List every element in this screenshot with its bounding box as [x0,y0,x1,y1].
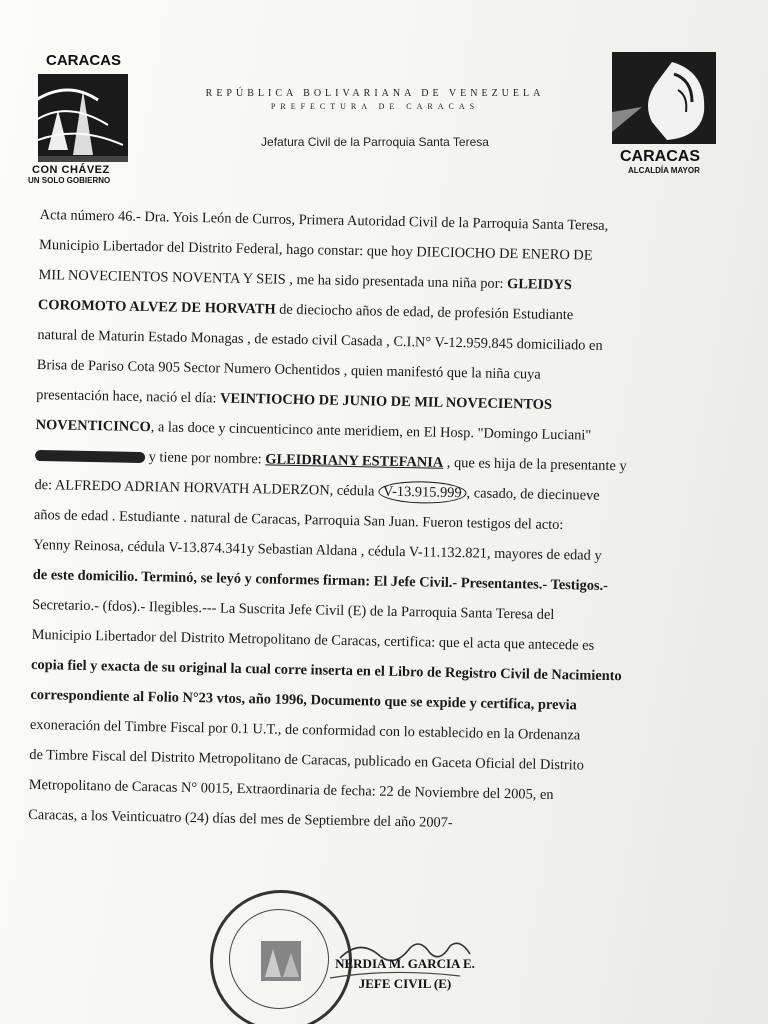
body-text-segment: , que es hija de la presentante y [443,454,627,475]
signer-name: NERDIA M. GARCIA E. [335,956,475,971]
child-name: GLEIDRIANY ESTEFANIA [265,451,444,471]
body-line: Brisa de Pariso Cota 905 Sector Numero Ochentidos , quien manifestó que la niña cuya [36,356,541,383]
signer-title: JEFE CIVIL (E) [358,976,452,991]
body-line: Caracas, a los Veinticuatro (24) días del mes de Septiembre del año 2007- [28,806,453,832]
mother-first-name: GLEIDYS [506,275,573,294]
body-line: Secretario.- (fdos).- Ilegibles.--- La Suscrita Jefe Civil (E) de la Parroquia Santa Teresa del [32,596,555,623]
body-text-segment: de: ALFREDO ADRIAN HORVATH ALDERZON, cédula [34,476,379,500]
mother-surname: COROMOTO ALVEZ DE HORVATH [37,296,276,318]
body-line: de Timbre Fiscal del Distrito Metropolitano de Caracas, publicado en Gaceta Oficial del Distrito [29,746,585,774]
body-text-segment: , a las doce y cincuenticinco ante meridiem, en El Hosp. "Domingo Luciani" [150,419,592,444]
birth-year: NOVENTICINCO [35,416,151,436]
body-line: años de edad . Estudiante . natural de Caracas, Parroquia San Juan. Fueron testigos del acto: [33,506,564,534]
logo-right-title: CARACAS [620,148,700,165]
logo-right-subtitle: ALCALDÍA MAYOR [628,166,700,175]
body-line: correspondiente al Folio N°23 vtos, año 1996, Documento que se expide y certifica, previa [30,686,577,714]
body-line: natural de Maturin Estado Monagas , de estado civil Casada , C.I.N° V-12.959.845 domiciliado en [37,326,603,354]
redaction-mark [35,450,145,463]
birth-date: VEINTIOCHO DE JUNIO DE MIL NOVECIENTOS [219,390,553,413]
header-prefecture: PREFECTURA DE CARACAS [270,102,480,111]
header-republic: REPÚBLICA BOLIVARIANA DE VENEZUELA [205,88,545,99]
header-office: Jefatura Civil de la Parroquia Santa Teresa [261,135,489,149]
signer-block [320,956,490,992]
caracas-con-chavez-logo [28,52,130,188]
document-header [150,88,600,149]
body-line: de este domicilio. Terminó, se leyó y conformes firman: El Jefe Civil.- Presentantes.- Testigos.- [32,566,609,594]
body-text-segment: de dieciocho años de edad, de profesión Estudiante [275,301,574,324]
body-line: Municipio Libertador del Distrito Federal, hago constar: que hoy DIECIOCHO DE ENERO DE [38,236,593,264]
logo-left-subtitle: CON CHÁVEZ [32,164,110,176]
body-text-segment: , casado, de diecinueve [466,485,600,504]
lion-icon [612,52,716,144]
document-body [28,200,690,842]
body-line: exoneración del Timbre Fiscal por 0.1 U.T., de conformidad con lo establecido en la Ordenanza [29,716,581,744]
logo-left-title: CARACAS [46,52,121,69]
body-line: Yenny Reinosa, cédula V-13.874.341y Sebastian Aldana , cédula V-11.132.821, mayores de edad y [33,536,602,564]
logo-left-slogan: UN SOLO GOBIERNO [28,176,111,185]
caracas-alcaldia-logo [612,52,716,182]
body-text-segment: y tiene por nombre: [144,449,266,468]
father-id-number: V-13.915.999 [378,481,467,505]
body-line: Metropolitano de Caracas N° 0015, Extraordinaria de fecha: 22 de Noviembre del 2005, en [28,776,554,803]
body-line: Municipio Libertador del Distrito Metropolitano de Caracas, certifica: que el acta que antecede es [31,626,595,654]
body-text-segment: presentación hace, nació el día: [36,386,221,407]
body-text-segment: MIL NOVECIENTOS NOVENTA Y SEIS , me ha sido presentada una niña por: [38,266,508,292]
body-line: copia fiel y exacta de su original la cual corre inserta en el Libro de Registro Civil de Nacimiento [30,656,622,685]
body-line: Acta número 46.- Dra. Yois León de Curros, Primera Autoridad Civil de la Parroquia Santa Teresa, [39,206,609,234]
